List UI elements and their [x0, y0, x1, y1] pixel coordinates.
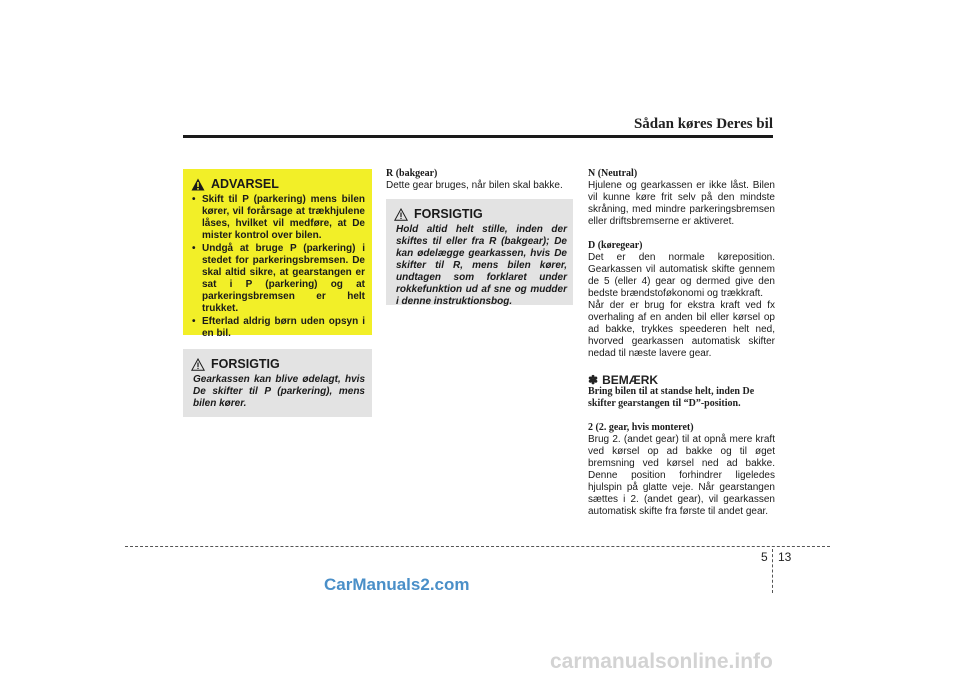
warning-triangle-icon	[191, 178, 205, 191]
section-text-r: Dette gear bruges, når bilen skal bakke.	[386, 180, 563, 191]
note-header	[588, 374, 775, 386]
caution-box-reverse	[386, 199, 573, 305]
section-heading-2: 2 (2. gear, hvis monteret)	[588, 422, 694, 433]
column-reverse	[386, 168, 573, 192]
watermark-right: carmanualsonline.info	[550, 650, 773, 673]
note-title: BEMÆRK	[602, 373, 659, 387]
section-text-d2: Når der er brug for ekstra kraft ved fx overhaling af en anden bil eller kørsel op ad bakke, trykkes speederen helt ned, hvorved gearkassen automatisk skifter nedad til næste lavere gear.	[588, 300, 775, 359]
section-text-d1: Det er den normale køreposition. Gearkassen vil automatisk skifte gennem de 5 (eller 4) gear og dermed give den bedste brændstoføkonomi og trækkraft.	[588, 252, 775, 299]
warning-header	[191, 177, 365, 191]
note-text: Bring bilen til at standse helt, inden De skifter gearstangen til “D”-position.	[588, 386, 755, 409]
watermark-left[interactable]: CarManuals2.com	[324, 575, 470, 594]
warning-item: • Skift til P (parkering) mens bilen kører, vil forårsage at trækhjulene låses, hvilket vil medføre, at De mister kontrol over bilen.	[191, 194, 365, 242]
caution-header	[394, 207, 567, 221]
section-heading-n: N (Neutral)	[588, 168, 638, 179]
column-neutral-drive	[588, 168, 775, 518]
caution-header	[191, 357, 365, 371]
warning-item: • Undgå at bruge P (parkering) i stedet for parkeringsbremsen. De skal altid sikre, at gearstangen er sat i P (parkering) og at parkeringsbremsen er helt trukket.	[191, 243, 365, 315]
caution-triangle-icon	[394, 208, 408, 221]
caution-text: Gearkassen kan blive ødelagt, hvis De skifter til P (parkering), mens bilen kører.	[193, 374, 365, 409]
header-rule	[183, 135, 773, 138]
warning-box	[183, 169, 372, 339]
section-text-n: Hjulene og gearkassen er ikke låst. Bilen vil kunne køre frit selv på den mindste skråning, med mindre parkeringsbremsen eller driftsbremserne er aktiveret.	[588, 180, 775, 227]
section-heading-r: R (bakgear)	[386, 168, 438, 179]
page-number: 13	[778, 550, 792, 564]
caution-title: FORSIGTIG	[211, 357, 280, 371]
warning-list	[191, 194, 365, 340]
section-text-2: Brug 2. (andet gear) til at opnå mere kraft ved kørsel op ad bakke og til øget bremsning ved kørsel ned ad bakke. Denne position forhindrer ligeledes hjulspin på glatte veje. Når gearstangen sættes i 2. (andet gear), vil gearkassen automatisk skifte fra første til andet gear.	[588, 434, 775, 517]
page-number-separator	[772, 549, 773, 593]
warning-item: • Efterlad aldrig børn uden opsyn i en bil.	[191, 316, 365, 340]
chapter-number: 5	[761, 550, 768, 564]
section-heading-d: D (køregear)	[588, 240, 643, 251]
warning-title: ADVARSEL	[211, 177, 279, 191]
caution-box-park	[183, 349, 372, 417]
note-symbol-icon: ✽	[588, 373, 599, 387]
footer-dashed-rule	[125, 546, 830, 547]
caution-triangle-icon	[191, 358, 205, 371]
page-header-title: Sådan køres Deres bil	[633, 116, 773, 132]
caution-title: FORSIGTIG	[414, 207, 483, 221]
caution-text: Hold altid helt stille, inden der skiftes til eller fra R (bakgear); De kan ødelægge gearkassen, hvis De skifter til R, mens bilen kører, undtagen som forklaret under rokkefunktion ud af sne og mudder i denne instruktionsbog.	[396, 224, 567, 307]
